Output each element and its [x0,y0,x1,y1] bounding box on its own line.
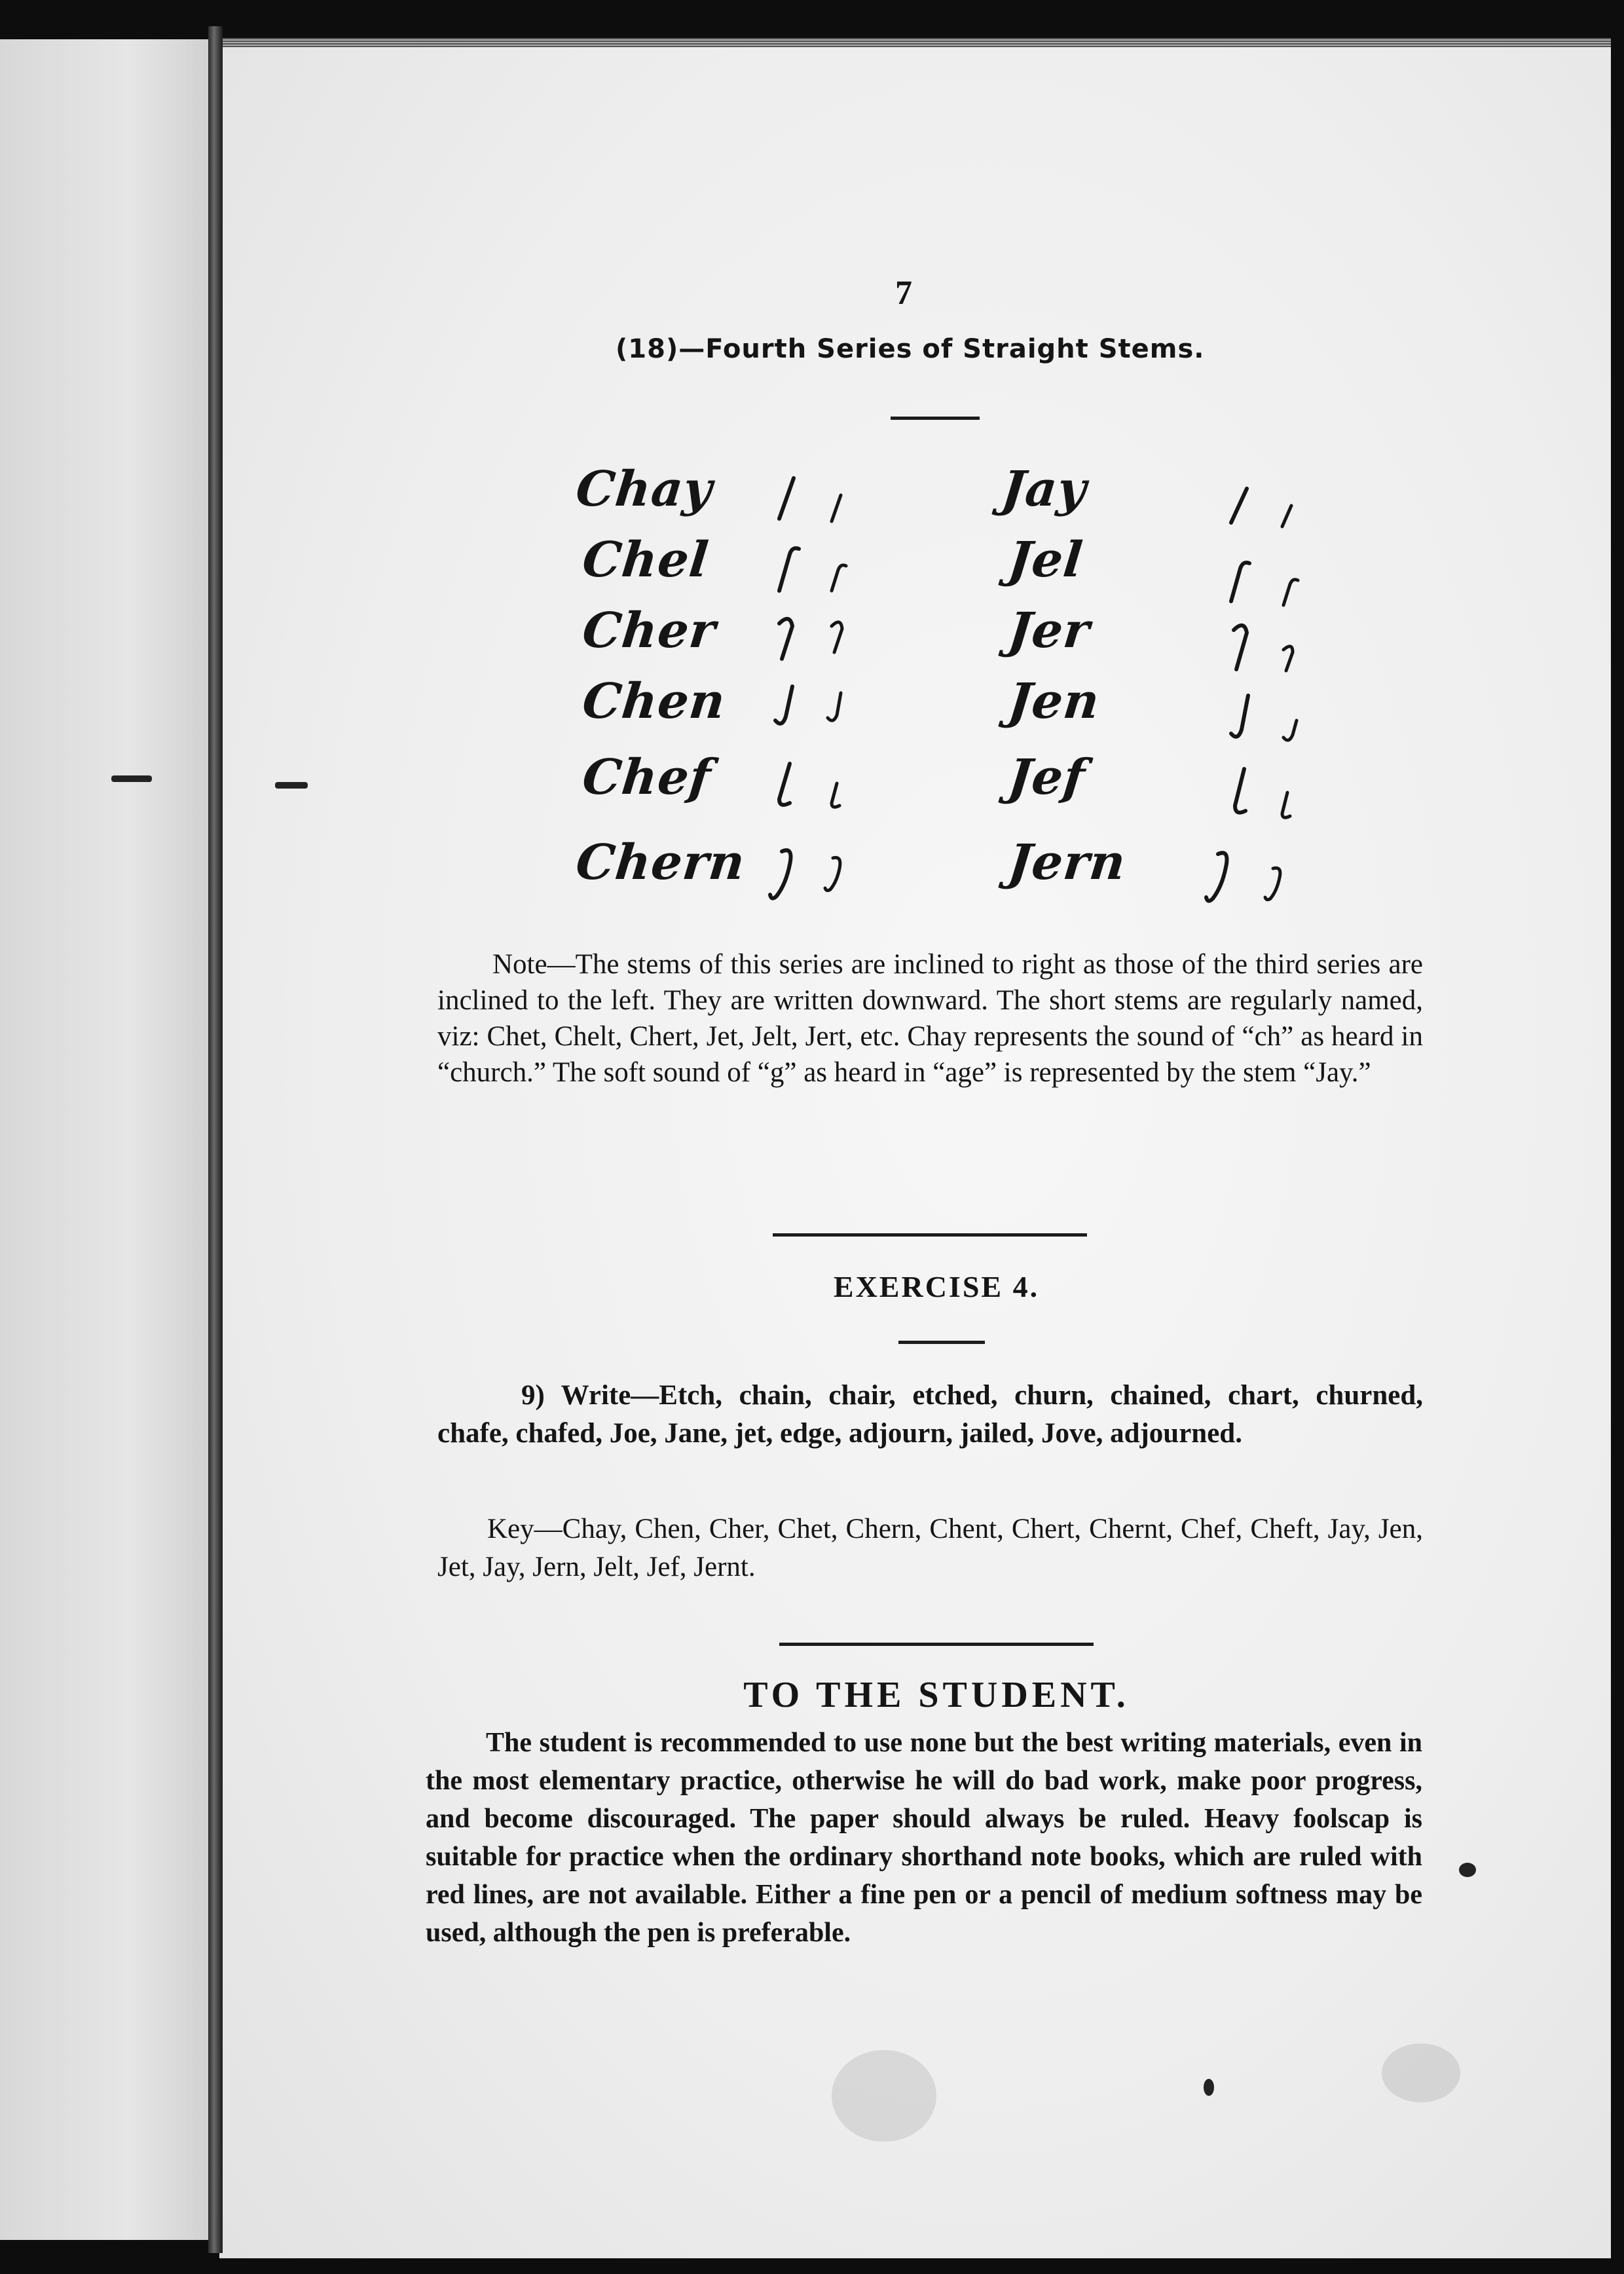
stem-name: Jer [1005,603,1093,659]
ink-spot [111,775,152,782]
divider [779,1643,1094,1646]
stem-name: Chay [573,461,716,517]
shorthand-stroke [1218,606,1310,679]
stem-row [570,673,1329,749]
stem-name: Jef [1005,749,1088,806]
stem-row [570,461,1329,537]
exercise-title: EXERCISE 4. [833,1270,1040,1303]
stem-name: Chern [573,834,748,891]
shorthand-stroke [760,536,851,601]
facing-page-edge [0,39,216,2240]
shorthand-stroke [1185,838,1290,917]
shorthand-stroke [1218,753,1310,825]
section-title: (18)—Fourth Series of Straight Stems. [616,334,1205,364]
shorthand-stroke [1218,677,1310,749]
stem-name: Jay [999,461,1090,517]
stem-name: Chel [580,532,712,588]
stem-name: Jen [1005,673,1103,730]
student-paragraph: The student is recommended to use none but the best writing materials, even in the most elementary practice, otherwise he will do bad work, make poor progress, and become discouraged. The paper should always be ruled. Heavy foolscap is suitable for practice when the ordinary shorthand note books, which are ruled with red lines, are not available. Either a fine pen or a pencil of medium softness may be used, although the pen is preferable. [426,1728,1422,1948]
page-top-edge [219,38,1611,47]
stain [1382,2043,1460,2102]
divider [898,1341,985,1344]
shorthand-stroke [760,753,851,819]
shorthand-stroke [1218,465,1310,531]
stem-row [570,603,1329,679]
shorthand-stroke [760,606,851,672]
shorthand-stroke [760,677,851,743]
shorthand-stroke [760,465,851,531]
exercise-key: Key—Chay, Chen, Cher, Chet, Chern, Chent, Chert, Chernt, Chef, Cheft, Jay, Jen, Jet, Jay, Jern, Jelt, Jef, Jernt. [437,1514,1423,1582]
shorthand-stroke [1218,536,1310,608]
stem-name: Chef [580,749,714,806]
stain [832,2050,936,2142]
divider [891,417,980,420]
stems-table [570,461,1329,923]
ink-spot [1459,1863,1476,1877]
ink-spot [275,782,308,789]
stem-row [570,834,1329,910]
stem-name: Cher [580,603,719,659]
divider [773,1233,1087,1237]
note-paragraph: Note—The stems of this series are inclined to right as those of the third series are inclined to the left. They are written downward. The short stems are regularly named, viz: Chet, Chelt, Chert, Jet, Jelt, Jert, etc. Chay represents the sound of “ch” as heard in “church.” The soft sound of “g” as heard in “age” is represented by the stem “Jay.” [437,949,1423,1088]
stem-row [570,749,1329,825]
stem-name: Chen [580,673,729,730]
student-title: TO THE STUDENT. [743,1675,1130,1715]
book-spine [208,26,223,2253]
page-number: 7 [895,274,912,312]
exercise-write: 9) Write—Etch, chain, chair, etched, churn, chained, chart, churned, chafe, chafed, Joe, Jane, jet, edge, adjourn, jailed, Jove, adjourned. [437,1380,1423,1449]
ink-spot [1204,2079,1214,2096]
stem-row [570,532,1329,608]
shorthand-stroke [760,838,851,910]
stem-name: Jel [1005,532,1086,588]
stem-name: Jern [1005,834,1129,891]
